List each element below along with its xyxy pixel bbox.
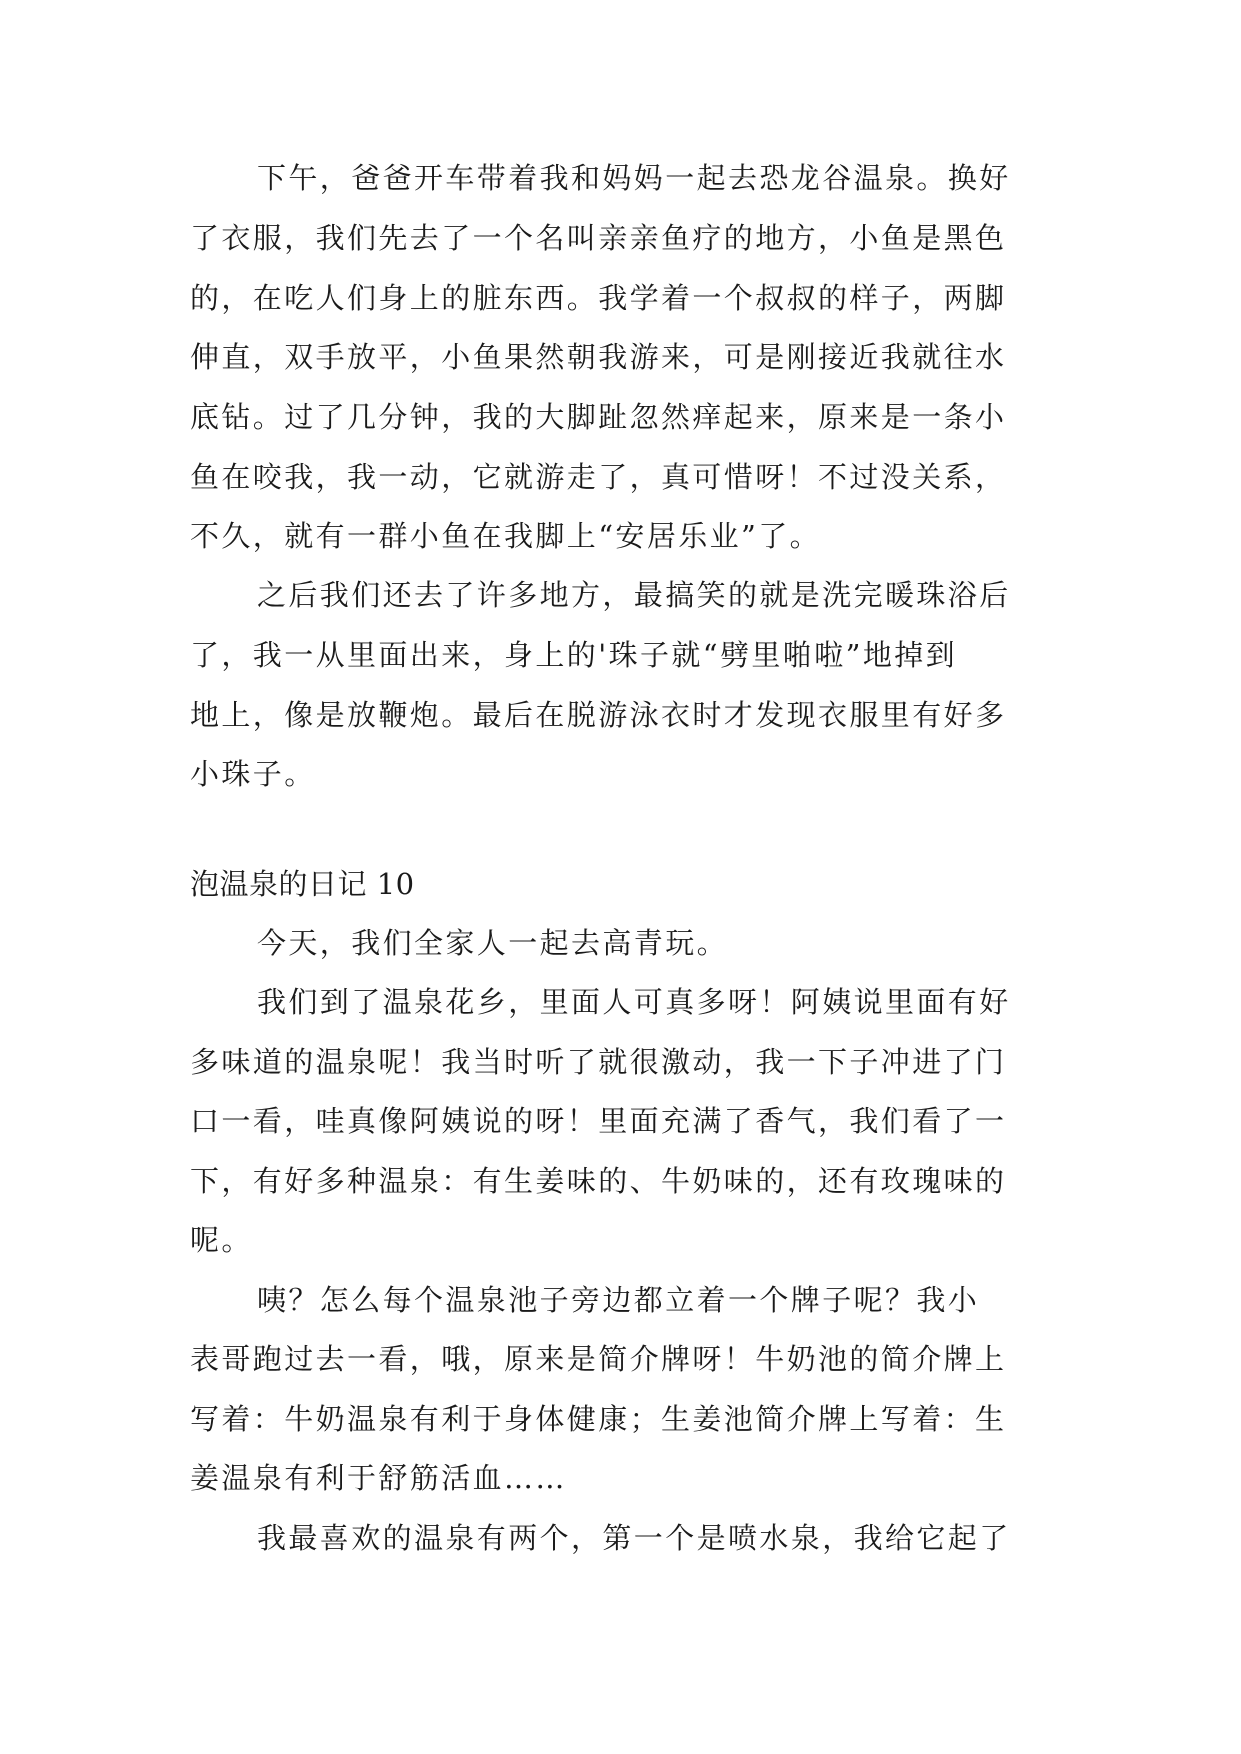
paragraph-line: 了，我一从里面出来，身上的'珠子就“劈里啪啦”地掉到 (190, 638, 958, 672)
paragraph-line: 表哥跑过去一看，哦，原来是简介牌呀！牛奶池的简介牌上 (190, 1342, 1007, 1376)
paragraph-line: 下，有好多种温泉：有生姜味的、牛奶味的，还有玫瑰味的 (190, 1164, 1007, 1198)
paragraph-line: 下午，爸爸开车带着我和妈妈一起去恐龙谷温泉。换好 (257, 161, 1011, 195)
paragraph-line: 咦？怎么每个温泉池子旁边都立着一个牌子呢？我小 (257, 1283, 980, 1317)
paragraph-line: 姜温泉有利于舒筋活血…… (190, 1461, 567, 1495)
section-heading: 泡温泉的日记 10 (190, 867, 415, 901)
paragraph-line: 的，在吃人们身上的脏东西。我学着一个叔叔的样子，两脚 (190, 281, 1007, 315)
paragraph-line: 不久，就有一群小鱼在我脚上“安居乐业”了。 (190, 519, 822, 553)
paragraph-line: 多味道的温泉呢！我当时听了就很激动，我一下子冲进了门 (190, 1045, 1007, 1079)
paragraph-line: 呢。 (190, 1223, 253, 1257)
paragraph-line: 底钻。过了几分钟，我的大脚趾忽然痒起来，原来是一条小 (190, 400, 1007, 434)
paragraph-line: 我们到了温泉花乡，里面人可真多呀！阿姨说里面有好 (257, 985, 1011, 1019)
paragraph-line: 写着：牛奶温泉有利于身体健康；生姜池简介牌上写着：生 (190, 1402, 1007, 1436)
paragraph-line: 小珠子。 (190, 757, 316, 791)
paragraph-line: 之后我们还去了许多地方，最搞笑的就是洗完暖珠浴后 (257, 578, 1011, 612)
paragraph-line: 伸直，双手放平，小鱼果然朝我游来，可是刚接近我就往水 (190, 340, 1007, 374)
paragraph-line: 地上，像是放鞭炮。最后在脱游泳衣时才发现衣服里有好多 (190, 698, 1007, 732)
paragraph-line: 今天，我们全家人一起去高青玩。 (257, 926, 729, 960)
paragraph-line: 了衣服，我们先去了一个名叫亲亲鱼疗的地方，小鱼是黑色 (190, 221, 1007, 255)
paragraph-line: 鱼在咬我，我一动，它就游走了，真可惜呀！不过没关系， (190, 460, 1007, 494)
paragraph-line: 口一看，哇真像阿姨说的呀！里面充满了香气，我们看了一 (190, 1104, 1007, 1138)
paragraph-line: 我最喜欢的温泉有两个，第一个是喷水泉，我给它起了 (257, 1521, 1011, 1555)
